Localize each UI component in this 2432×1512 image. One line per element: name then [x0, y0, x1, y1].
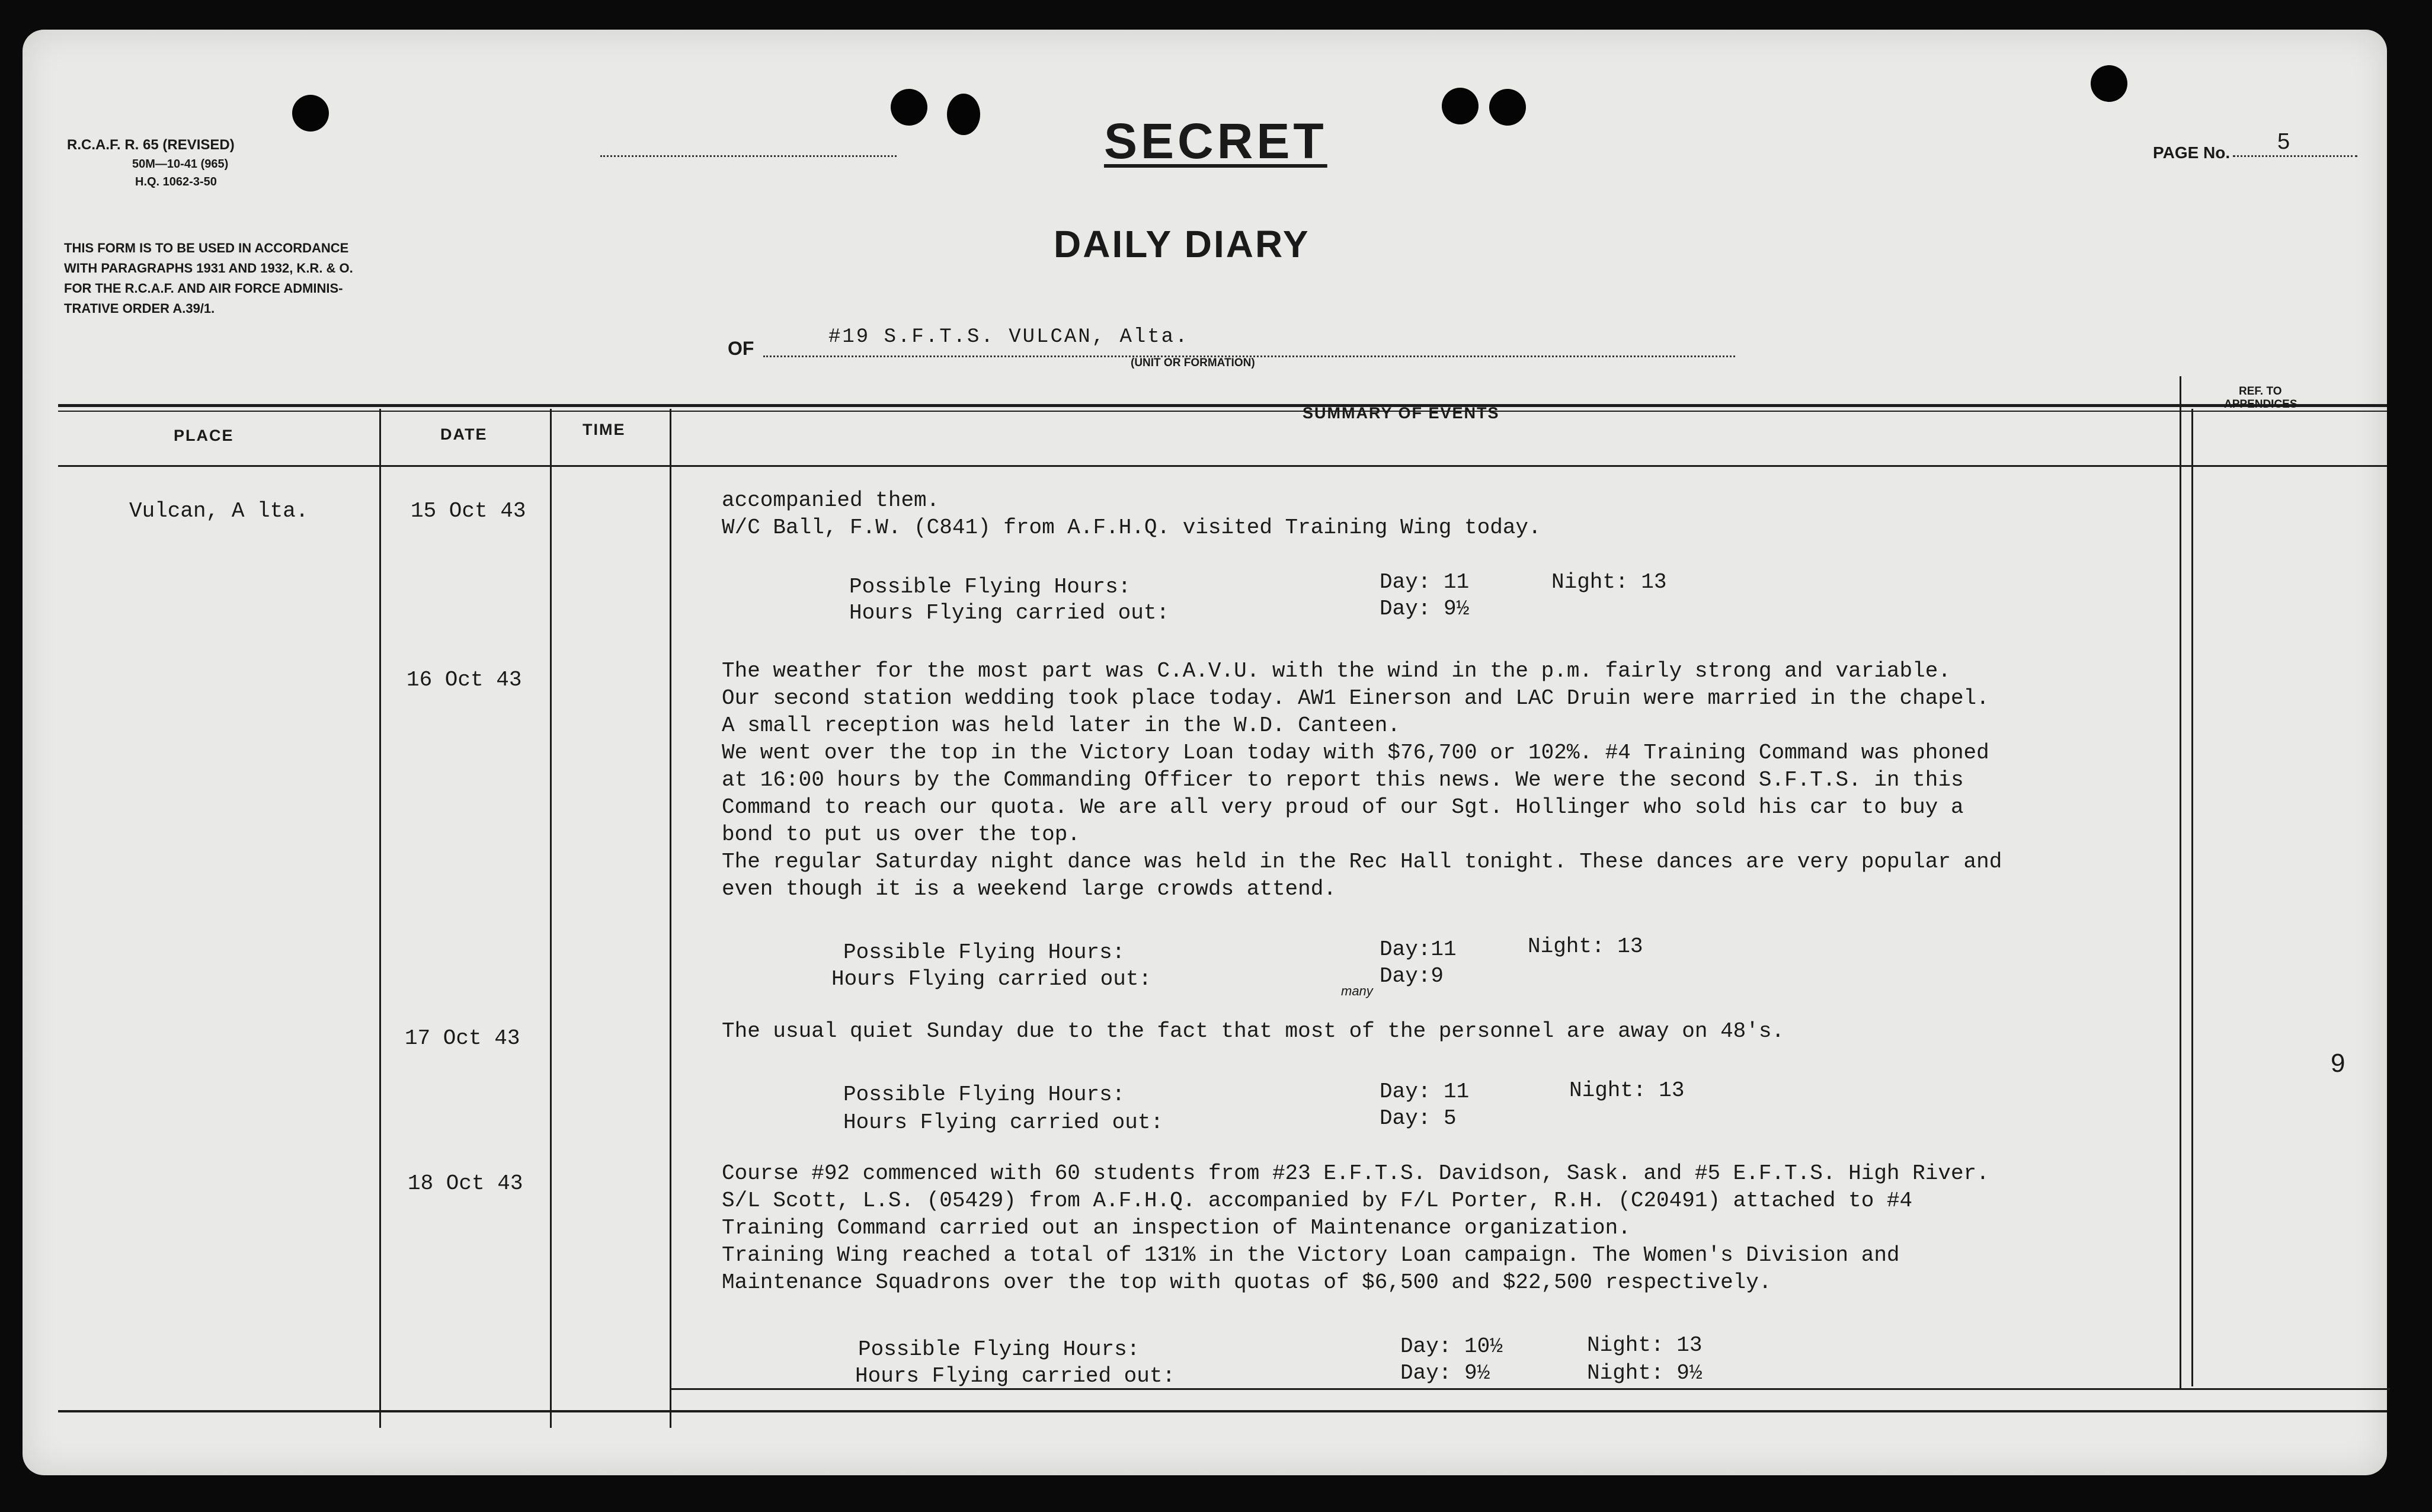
date-cell: 15 Oct 43: [411, 499, 526, 523]
possible-night-value: Night: 13: [1551, 570, 1667, 594]
possible-flying-label: Possible Flying Hours:: [849, 575, 1131, 599]
form-id-line: 50M—10-41 (965): [132, 158, 229, 171]
summary-line: We went over the top in the Victory Loan today with $76,700 or 102%. #4 Training Command was phoned: [722, 741, 1989, 765]
possible-night-value: Night: 13: [1587, 1333, 1703, 1357]
page-number-rule: [2233, 154, 2357, 157]
of-label: OF: [728, 338, 754, 359]
form-id-line: H.Q. 1062-3-50: [135, 175, 217, 188]
header-dots: [600, 154, 897, 157]
page-number: 5: [2277, 129, 2290, 154]
date-cell: 17 Oct 43: [405, 1026, 520, 1050]
table-bottom-rule: [671, 1388, 2390, 1390]
punch-hole: [292, 95, 329, 132]
form-instructions: FOR THE R.C.A.F. AND AIR FORCE ADMINIS-: [64, 281, 343, 296]
form-id-line: R.C.A.F. R. 65 (REVISED): [67, 137, 235, 153]
summary-line: The regular Saturday night dance was held in the Rec Hall tonight. These dances are very popular and: [722, 850, 2002, 874]
form-instructions: WITH PARAGRAPHS 1931 AND 1932, K.R. & O.: [64, 261, 353, 276]
carried-flying-label: Hours Flying carried out:: [843, 1110, 1164, 1135]
possible-night-value: Night: 13: [1569, 1078, 1685, 1103]
unit-caption: (UNIT OR FORMATION): [1131, 357, 1255, 369]
date-cell: 18 Oct 43: [408, 1171, 523, 1196]
summary-line: at 16:00 hours by the Commanding Officer to report this news. We were the second S.F.T.S. in this: [722, 768, 1964, 792]
possible-day-value: Day: 11: [1380, 570, 1470, 594]
column-header-ref: APPENDICES: [2224, 398, 2297, 411]
carried-day-value: Day: 5: [1380, 1106, 1457, 1130]
possible-day-value: Day: 11: [1380, 1079, 1470, 1104]
header-bottom-rule: [58, 465, 2387, 467]
possible-day-value: Day: 10½: [1400, 1334, 1503, 1359]
punch-hole: [1442, 88, 1479, 124]
summary-line: The weather for the most part was C.A.V.U. with the wind in the p.m. fairly strong and variable.: [722, 659, 1951, 683]
carried-night-value: Night: 9½: [1587, 1361, 1703, 1385]
diary-page: [23, 30, 2387, 1475]
column-header-date: DATE: [440, 425, 488, 443]
form-instructions: TRATIVE ORDER A.39/1.: [64, 301, 215, 316]
summary-line: The usual quiet Sunday due to the fact that most of the personnel are away on 48's.: [722, 1019, 1785, 1043]
handwritten-correction: many: [1341, 984, 1373, 998]
summary-line: Training Command carried out an inspection of Maintenance organization.: [722, 1216, 1631, 1240]
column-divider: [2191, 409, 2193, 1386]
summary-line: A small reception was held later in the W.D. Canteen.: [722, 713, 1400, 738]
summary-line: Our second station wedding took place today. AW1 Einerson and LAC Druin were married in the chapel.: [722, 686, 1989, 710]
punch-hole: [2091, 65, 2127, 102]
appendix-mark: 9: [2331, 1049, 2345, 1078]
summary-line: S/L Scott, L.S. (05429) from A.F.H.Q. accompanied by F/L Porter, R.H. (C20491) attached to #4: [722, 1189, 1913, 1213]
carried-flying-label: Hours Flying carried out:: [849, 601, 1170, 625]
carried-day-value: Day:9: [1380, 964, 1444, 988]
page-title: DAILY DIARY: [1054, 223, 1310, 265]
unit-name: #19 S.F.T.S. VULCAN, Alta.: [828, 326, 1189, 348]
summary-line: Command to reach our quota. We are all very proud of our Sgt. Hollinger who sold his car to buy a: [722, 795, 1964, 819]
column-header-summary: SUMMARY OF EVENTS: [1303, 404, 1500, 422]
column-divider: [670, 409, 671, 1428]
summary-line: Training Wing reached a total of 131% in the Victory Loan campaign. The Women's Division and: [722, 1243, 1900, 1267]
column-header-place: PLACE: [174, 427, 234, 444]
classification-stamp: SECRET: [1104, 113, 1327, 169]
place-cell: Vulcan, A lta.: [129, 499, 309, 523]
page-bottom-rule: [58, 1410, 2387, 1412]
column-divider: [2180, 376, 2181, 1389]
summary-line: W/C Ball, F.W. (C841) from A.F.H.Q. visited Training Wing today.: [722, 515, 1541, 540]
punch-hole: [891, 89, 927, 126]
carried-flying-label: Hours Flying carried out:: [831, 967, 1152, 991]
possible-flying-label: Possible Flying Hours:: [843, 1082, 1125, 1107]
punch-hole: [947, 94, 980, 135]
summary-line: even though it is a weekend large crowds attend.: [722, 877, 1336, 901]
possible-flying-label: Possible Flying Hours:: [858, 1337, 1140, 1362]
carried-flying-label: Hours Flying carried out:: [855, 1364, 1176, 1388]
table-top-rule-thin: [58, 411, 2387, 412]
possible-flying-label: Possible Flying Hours:: [843, 940, 1125, 965]
carried-day-value: Day: 9½: [1400, 1361, 1490, 1385]
column-header-ref: REF. TO: [2239, 385, 2282, 398]
summary-line: bond to put us over the top.: [722, 822, 1080, 847]
summary-line: Maintenance Squadrons over the top with quotas of $6,500 and $22,500 respectively.: [722, 1270, 1772, 1295]
punch-hole: [1489, 89, 1526, 126]
possible-night-value: Night: 13: [1528, 934, 1643, 959]
date-cell: 16 Oct 43: [407, 668, 522, 692]
column-divider: [550, 409, 552, 1428]
possible-day-value: Day:11: [1380, 937, 1457, 962]
table-top-rule: [58, 404, 2387, 407]
page-label: PAGE No.: [2153, 143, 2231, 162]
column-header-time: TIME: [583, 421, 626, 438]
carried-day-value: Day: 9½: [1380, 597, 1470, 621]
column-divider: [379, 409, 381, 1428]
summary-line: accompanied them.: [722, 488, 940, 512]
form-instructions: THIS FORM IS TO BE USED IN ACCORDANCE: [64, 241, 349, 255]
summary-line: Course #92 commenced with 60 students from #23 E.F.T.S. Davidson, Sask. and #5 E.F.T.S. High River.: [722, 1161, 1989, 1186]
